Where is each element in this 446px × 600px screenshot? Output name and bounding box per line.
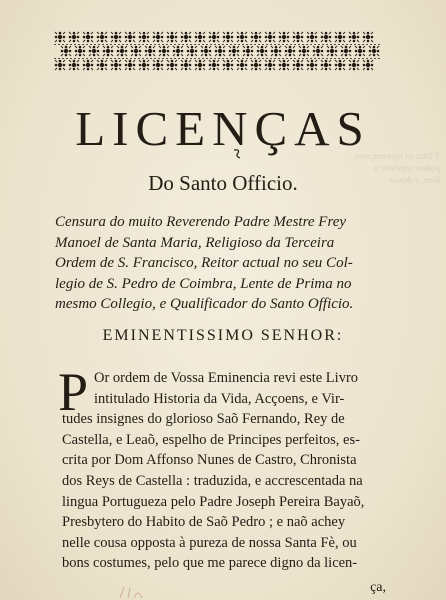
handwritten-margin-mark [118, 584, 148, 600]
body-line: intitulado Historia da Vida, Acçoens, e Vir- [94, 390, 345, 407]
censura-paragraph [55, 212, 425, 315]
page-title: LICENÇAS [75, 101, 371, 156]
censura-line: Manoel de Santa Maria, Religioso da Terceira [55, 234, 335, 251]
body-line: Or ordem de Vossa Eminencia revi este Livro [94, 370, 359, 386]
signature-mark [232, 148, 242, 160]
body-line: lingua Portugueza pelo Padre Joseph Pereira Bayaõ, [62, 493, 365, 510]
body-line: tudes insignes do glorioso Saõ Fernando, Rey de [62, 411, 345, 428]
subtitle: Do Santo Officio. [148, 171, 298, 195]
body-line: crita por Dom Affonso Nunes de Castro, Chronista [62, 452, 357, 469]
show-through-text: V Istas as informaçoens pódese imprimir o livro, e depois [353, 151, 440, 185]
body-line: dos Reys de Castella : traduzida, e accrescentada na [62, 472, 363, 489]
body-line: Presbytero do Habito de Saõ Pedro ; e naõ achey [62, 514, 346, 531]
drop-cap: P [58, 362, 89, 422]
catchword: ça, [370, 580, 386, 595]
body-paragraph [62, 368, 422, 574]
body-line: nelle cousa opposta à pureza de nossa Santa Fè, ou [62, 534, 357, 551]
decorative-headpiece [52, 30, 382, 72]
censura-line: Ordem de S. Francisco, Reitor actual no seu Col- [55, 255, 353, 271]
censura-line: legio de S. Pedro de Coimbra, Lente de Prima no [55, 275, 352, 292]
body-line: Castella, e Leaõ, espelho de Principes perfeitos, es- [62, 431, 360, 448]
salutation-heading: EMINENTISSIMO SENHOR: [102, 327, 344, 344]
censura-line: Censura do muito Reverendo Padre Mestre Frey [55, 214, 347, 230]
body-line: bons costumes, pelo que me parece digno da licen- [62, 555, 358, 572]
censura-line: mesmo Collegio, e Qualificador do Santo Officio. [55, 296, 354, 312]
